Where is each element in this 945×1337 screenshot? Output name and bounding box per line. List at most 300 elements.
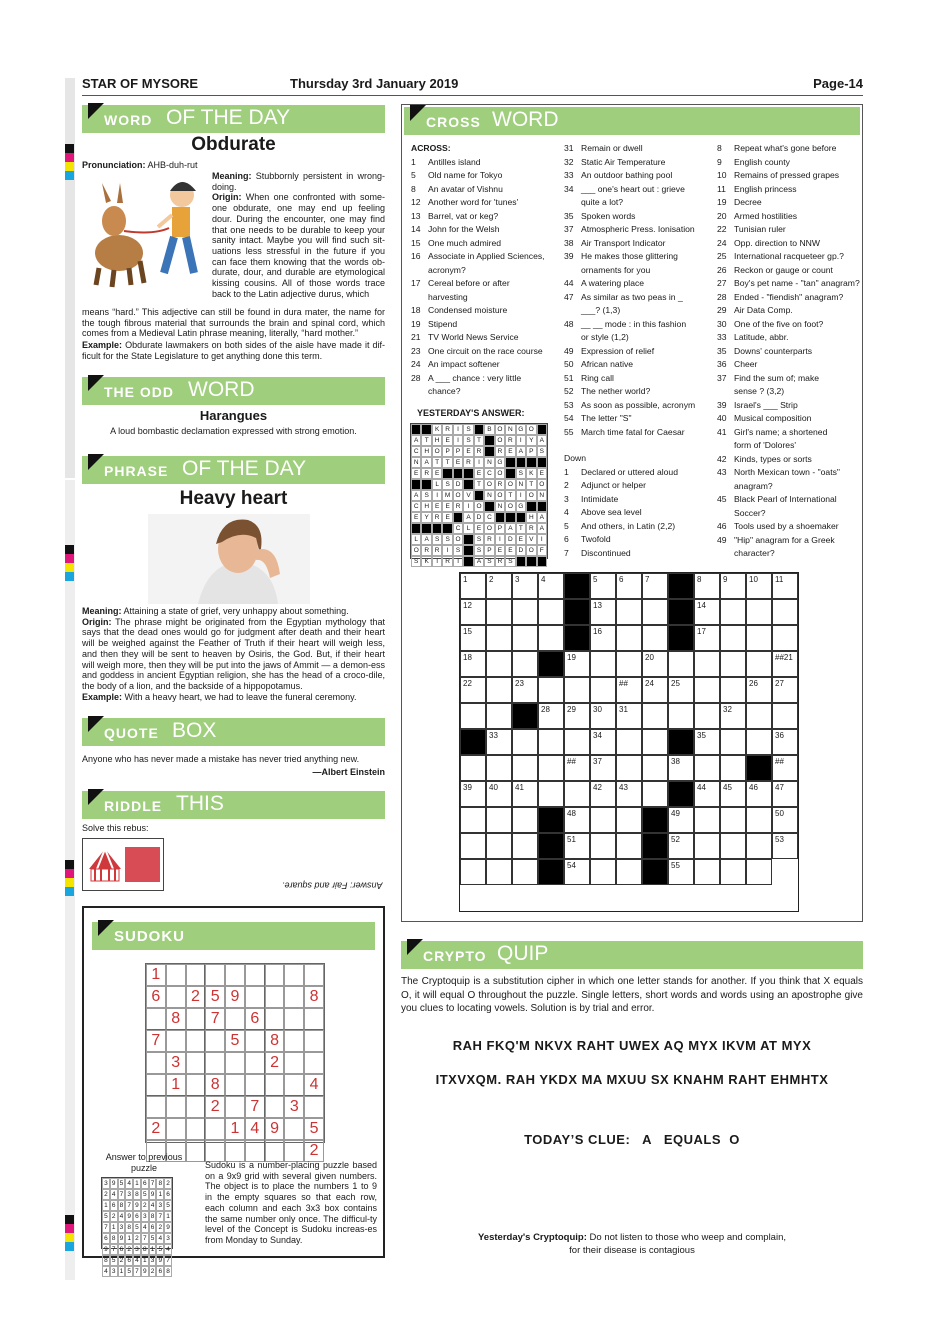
cryptoquip-clue: TODAY’S CLUE: A EQUALS O: [524, 1132, 740, 1147]
sudoku-cell[interactable]: [225, 1140, 245, 1162]
sudoku-cell[interactable]: 9: [225, 986, 245, 1008]
prev-sudoku-cell: 5: [133, 1222, 141, 1233]
answer-cell: E: [442, 435, 452, 446]
sudoku-cell[interactable]: [265, 1096, 285, 1118]
answer-cell: R: [484, 534, 494, 545]
clue-item: [717, 385, 860, 399]
origin-text: The phrase might be originated from the Egyptian mythology that says that the dead ones would go for judgment after death and their heart will be weighed against the Feather of Truth if their heart will weigh less, and then they will be sent to heaven by Osiris, the God. But, if their heart will weigh more, then they will be put into the jaws of Ammit — a demon-ess and goddess in ancient Egyptian religion, she has the head of a croco-dile, the body of a lion, and the backside of a hippopotamus.: [82, 616, 385, 691]
sudoku-cell[interactable]: [166, 986, 186, 1008]
answer-cell: E: [411, 512, 421, 523]
clue-number: 25: [717, 251, 727, 261]
prev-sudoku-cell: 6: [164, 1189, 172, 1200]
sudoku-cell[interactable]: [225, 1008, 245, 1030]
sudoku-cell[interactable]: [304, 1096, 324, 1118]
grid-cell: [720, 677, 746, 703]
clue-item: [411, 264, 545, 278]
sudoku-cell[interactable]: 7: [245, 1096, 265, 1118]
grid-cell: ##21: [772, 651, 798, 677]
grid-cell: 12: [460, 599, 486, 625]
sudoku-cell[interactable]: 8: [265, 1030, 285, 1052]
answer-cell: N: [505, 424, 515, 435]
answer-cell: T: [421, 435, 431, 446]
clue-item: [717, 156, 860, 170]
answer-cell: N: [537, 490, 547, 501]
clue-item: [564, 520, 695, 534]
clue-text: Condensed moisture: [428, 305, 508, 315]
answer-cell: P: [526, 446, 536, 457]
sudoku-cell[interactable]: 6: [146, 986, 166, 1008]
grid-cell: 51: [564, 833, 590, 859]
grid-cell: [772, 703, 798, 729]
sudoku-cell[interactable]: [265, 986, 285, 1008]
sudoku-cell[interactable]: [245, 1030, 265, 1052]
banner-small: QUOTE: [104, 725, 159, 741]
grid-cell: 1: [460, 573, 486, 599]
clue-text: Cereal before or after: [428, 278, 510, 288]
clue-text: Antilles island: [428, 156, 481, 167]
answer-cell: O: [484, 479, 494, 490]
clue-item: [717, 183, 860, 197]
prev-sudoku-cell: 2: [164, 1178, 172, 1189]
clue-text: One of the five on foot?: [734, 318, 824, 329]
sudoku-cell[interactable]: [284, 964, 304, 986]
grid-cell: [616, 755, 642, 781]
answer-cell: T: [474, 479, 484, 490]
black-cell: [411, 523, 421, 534]
corner-triangle: [88, 789, 104, 805]
sudoku-cell[interactable]: 8: [166, 1008, 186, 1030]
answer-cell: I: [537, 534, 547, 545]
sudoku-cell[interactable]: [245, 1052, 265, 1074]
corner-triangle: [88, 716, 104, 732]
clue-item: [564, 237, 695, 251]
grid-cell: [746, 599, 772, 625]
grid-cell: 38: [668, 755, 694, 781]
sudoku-cell[interactable]: [304, 1030, 324, 1052]
answer-cell: N: [516, 479, 526, 490]
answer-cell: A: [537, 435, 547, 446]
sudoku-cell[interactable]: [225, 1096, 245, 1118]
sudoku-cell[interactable]: 7: [205, 1008, 225, 1030]
answer-cell: S: [463, 435, 473, 446]
sudoku-cell[interactable]: [166, 1118, 186, 1140]
clue-text: Find the sum of; make: [734, 372, 820, 383]
grid-cell: 41: [512, 781, 538, 807]
sudoku-cell[interactable]: 3: [284, 1096, 304, 1118]
sudoku-cell[interactable]: 8: [205, 1074, 225, 1096]
black-cell: [463, 545, 473, 556]
black-cell: [463, 479, 473, 490]
answer-cell: I: [432, 556, 442, 567]
sudoku-cell[interactable]: 4: [245, 1118, 265, 1140]
sudoku-cell[interactable]: [146, 1096, 166, 1118]
sudoku-cell[interactable]: [284, 1052, 304, 1074]
black-cell: [516, 512, 526, 523]
sudoku-cell[interactable]: [205, 1140, 225, 1162]
sudoku-cell[interactable]: [284, 1118, 304, 1140]
sudoku-cell[interactable]: [245, 1140, 265, 1162]
answer-cell: F: [537, 545, 547, 556]
sudoku-cell[interactable]: [265, 1008, 285, 1030]
clue-text: English princess: [734, 183, 797, 194]
sudoku-cell[interactable]: [146, 1052, 166, 1074]
clue-item: [564, 156, 695, 170]
prev-sudoku-cell: 9: [149, 1189, 157, 1200]
sudoku-cell[interactable]: [146, 1008, 166, 1030]
sudoku-cell[interactable]: 8: [304, 986, 324, 1008]
banner-big: WORD: [188, 378, 255, 401]
clue-number: 52: [564, 386, 574, 396]
black-cell: [421, 523, 431, 534]
prev-sudoku-cell: 6: [110, 1200, 118, 1211]
grid-cell: 25: [668, 677, 694, 703]
black-cell: [453, 512, 463, 523]
prev-sudoku-cell: 3: [164, 1233, 172, 1244]
quote-author: —Albert Einstein: [312, 767, 385, 777]
grid-cell: [746, 729, 772, 755]
clue-text: Downs' counterparts: [734, 345, 813, 356]
grid-cell: [460, 755, 486, 781]
grid-cell: 11: [772, 573, 798, 599]
prev-sudoku-cell: 3: [149, 1255, 157, 1266]
prev-sudoku-cell: 7: [110, 1244, 118, 1255]
sudoku-cell[interactable]: 5: [304, 1118, 324, 1140]
answer-cell: S: [516, 468, 526, 479]
sudoku-cell[interactable]: 9: [265, 1118, 285, 1140]
answer-cell: O: [495, 468, 505, 479]
answer-cell: C: [484, 512, 494, 523]
answer-cell: A: [505, 523, 515, 534]
clue-item: [411, 169, 545, 183]
clue-item: [564, 345, 695, 359]
meaning-text: Attaining a state of grief, very unhappy about something.: [123, 606, 349, 616]
clue-text: "Hip" anagram for a Greek: [734, 534, 835, 545]
clue-number: 12: [411, 197, 421, 207]
prev-sudoku-cell: 5: [110, 1255, 118, 1266]
black-cell: [668, 599, 694, 625]
clue-text: North Mexican town - "oats": [734, 467, 840, 477]
black-cell: [538, 807, 564, 833]
sudoku-cell[interactable]: 1: [225, 1118, 245, 1140]
answer-cell: S: [484, 556, 494, 567]
clue-number: 16: [411, 251, 421, 261]
grid-cell: [538, 729, 564, 755]
clue-number: 35: [717, 345, 727, 356]
prev-sudoku-cell: 6: [118, 1244, 126, 1255]
answer-cell: E: [453, 457, 463, 468]
answer-cell: N: [484, 490, 494, 501]
prev-sudoku-cell: 9: [156, 1255, 164, 1266]
black-cell: [411, 424, 421, 435]
meaning-text: Stubbornly persistent in wrong-doing.: [212, 171, 385, 192]
grid-cell: [694, 755, 720, 781]
sudoku-cell[interactable]: [265, 1140, 285, 1162]
black-cell: [484, 446, 494, 457]
grid-cell: 44: [694, 781, 720, 807]
clue-text: The letter "S": [581, 413, 632, 423]
sudoku-cell[interactable]: [265, 964, 285, 986]
sudoku-cell[interactable]: [304, 1052, 324, 1074]
answer-cell: O: [526, 424, 536, 435]
quote-text: Anyone who has never made a mistake has never tried anything new.: [82, 754, 360, 764]
sudoku-cell[interactable]: 2: [205, 1096, 225, 1118]
clue-number: 19: [411, 318, 421, 329]
prev-sudoku-cell: 9: [118, 1233, 126, 1244]
grid-cell: 53: [772, 833, 798, 859]
sudoku-cell[interactable]: [245, 1074, 265, 1096]
answer-cell: R: [432, 512, 442, 523]
answer-cell: C: [484, 468, 494, 479]
answer-cell: R: [442, 424, 452, 435]
answer-cell: L: [463, 523, 473, 534]
riddle-banner: [82, 791, 385, 819]
answer-cell: O: [411, 545, 421, 556]
answer-cell: D: [505, 534, 515, 545]
sudoku-cell[interactable]: [205, 1118, 225, 1140]
answer-cell: O: [495, 490, 505, 501]
sudoku-cell[interactable]: [186, 1074, 206, 1096]
sudoku-cell[interactable]: [284, 1030, 304, 1052]
grid-cell: [616, 807, 642, 833]
clue-item: [564, 426, 695, 440]
answer-cell: S: [453, 545, 463, 556]
grid-cell: [486, 599, 512, 625]
black-cell: [516, 457, 526, 468]
banner-small: CROSS: [426, 114, 481, 130]
prev-sudoku-cell: 4: [110, 1189, 118, 1200]
answer-cell: N: [411, 457, 421, 468]
clue-number: 5: [564, 520, 569, 531]
clue-item: [564, 493, 695, 507]
sudoku-cell[interactable]: [284, 1008, 304, 1030]
clue-text: John for the Welsh: [428, 224, 500, 234]
clue-text: anagram?: [734, 480, 773, 491]
clue-number: 34: [564, 183, 574, 194]
answer-cell: E: [463, 446, 473, 457]
answer-cell: P: [442, 446, 452, 457]
banner-small: SUDOKU: [114, 928, 186, 945]
clue-item: [564, 372, 695, 386]
prev-sudoku-cell: 5: [102, 1211, 110, 1222]
answer-cell: S: [537, 446, 547, 457]
sudoku-cell[interactable]: 1: [146, 964, 166, 986]
sudoku-cell[interactable]: [205, 964, 225, 986]
answer-cell: M: [442, 490, 452, 501]
clue-number: 30: [717, 318, 727, 329]
sudoku-cell[interactable]: [166, 1030, 186, 1052]
banner-big: QUIP: [497, 942, 549, 965]
answer-cell: R: [495, 479, 505, 490]
clue-number: 35: [564, 210, 574, 221]
black-cell: [474, 490, 484, 501]
sudoku-cell[interactable]: [205, 1052, 225, 1074]
clue-number: 31: [564, 143, 574, 153]
sudoku-grid: [145, 963, 325, 1159]
sudoku-cell[interactable]: [284, 1074, 304, 1096]
clue-item: [717, 291, 860, 305]
answer-cell: I: [453, 424, 463, 435]
sudoku-cell[interactable]: [245, 964, 265, 986]
sudoku-cell[interactable]: 2: [265, 1052, 285, 1074]
sudoku-cell[interactable]: [265, 1074, 285, 1096]
sudoku-cell[interactable]: [225, 1074, 245, 1096]
black-cell: [442, 523, 452, 534]
grid-cell: 45: [720, 781, 746, 807]
grid-cell: [486, 651, 512, 677]
quote-banner: [82, 718, 385, 746]
grid-cell: [642, 599, 668, 625]
clue-item: [717, 493, 860, 507]
clue-number: 5: [411, 170, 416, 180]
grid-cell: [486, 833, 512, 859]
grid-cell: 19: [564, 651, 590, 677]
clue-item: [717, 345, 860, 359]
sudoku-cell[interactable]: [186, 1030, 206, 1052]
clue-number: 37: [564, 224, 574, 234]
answer-cell: A: [474, 556, 484, 567]
clue-number: 10: [717, 170, 727, 180]
clue-number: 43: [717, 467, 727, 477]
clue-item: [717, 466, 860, 480]
sudoku-cell[interactable]: [146, 1074, 166, 1096]
clue-item: [411, 183, 545, 197]
example-label: Example:: [82, 691, 123, 702]
left-margin-bar: [65, 78, 75, 478]
sudoku-cell[interactable]: 2: [186, 986, 206, 1008]
clue-number: 37: [717, 372, 727, 383]
sudoku-cell[interactable]: 7: [146, 1030, 166, 1052]
grid-cell: [590, 677, 616, 703]
grid-cell: [616, 599, 642, 625]
sudoku-cell[interactable]: [186, 1096, 206, 1118]
sudoku-cell[interactable]: 4: [304, 1074, 324, 1096]
grid-cell: [590, 833, 616, 859]
sudoku-cell[interactable]: 3: [166, 1052, 186, 1074]
grid-cell: 50: [772, 807, 798, 833]
clue-number: 36: [717, 359, 727, 369]
sudoku-cell[interactable]: [186, 964, 206, 986]
answer-cell: O: [453, 490, 463, 501]
sudoku-cell[interactable]: 2: [304, 1140, 324, 1162]
grid-cell: [512, 833, 538, 859]
answer-cell: I: [516, 490, 526, 501]
sudoku-cell[interactable]: [304, 964, 324, 986]
grid-cell: [642, 625, 668, 651]
phrase-banner: [82, 456, 385, 484]
answer-cell: O: [495, 435, 505, 446]
pron-value: AHB-duh-rut: [147, 160, 198, 170]
clue-number: 33: [564, 170, 574, 180]
clue-item: [717, 318, 860, 332]
black-cell: [484, 501, 494, 512]
grid-cell: [486, 755, 512, 781]
prev-sudoku-cell: 9: [141, 1266, 149, 1277]
sudoku-cell[interactable]: [166, 1096, 186, 1118]
sudoku-cell[interactable]: [284, 986, 304, 1008]
sudoku-cell[interactable]: [225, 964, 245, 986]
answer-cell: G: [516, 424, 526, 435]
grid-cell: 27: [772, 677, 798, 703]
grid-cell: [746, 859, 772, 885]
clue-item: [564, 547, 695, 561]
prev-sudoku-cell: 2: [141, 1200, 149, 1211]
clue-number: 19: [717, 197, 727, 207]
grid-cell: 52: [668, 833, 694, 859]
sudoku-cell[interactable]: [186, 1118, 206, 1140]
prev-sudoku-cell: 1: [149, 1244, 157, 1255]
sudoku-cell[interactable]: [284, 1140, 304, 1162]
prev-sudoku-cell: 3: [133, 1244, 141, 1255]
grid-cell: [590, 859, 616, 885]
clue-number: 50: [564, 359, 574, 369]
clue-number: 47: [564, 291, 574, 302]
black-cell: [537, 457, 547, 468]
prev-sudoku-cell: 2: [133, 1233, 141, 1244]
clue-text: One circuit on the race course: [428, 345, 543, 356]
black-cell: [432, 523, 442, 534]
prev-sudoku-cell: 3: [118, 1222, 126, 1233]
clue-item: [564, 385, 695, 399]
example-text: Obdurate lawmakers on both sides of the aisle have made it dif-ficult for the State Legislature to get anything done this term.: [82, 340, 385, 361]
clue-number: 17: [411, 278, 421, 288]
answer-cell: S: [432, 534, 442, 545]
sudoku-cell[interactable]: [186, 1052, 206, 1074]
grid-cell: [642, 755, 668, 781]
crossword-banner: [404, 107, 860, 135]
clue-text: Intimidate: [581, 493, 619, 504]
clue-text: Decree: [734, 197, 762, 207]
sudoku-cell[interactable]: 2: [146, 1118, 166, 1140]
grid-cell: [720, 859, 746, 885]
answer-cell: I: [432, 490, 442, 501]
answer-cell: O: [505, 479, 515, 490]
grid-cell: 49: [668, 807, 694, 833]
sudoku-cell[interactable]: 5: [225, 1030, 245, 1052]
prev-sudoku-cell: 8: [118, 1200, 126, 1211]
sudoku-cell[interactable]: 5: [205, 986, 225, 1008]
sudoku-cell[interactable]: [166, 964, 186, 986]
prev-sudoku-cell: 9: [125, 1211, 133, 1222]
sudoku-cell[interactable]: [186, 1008, 206, 1030]
clue-text: March time fatal for Caesar: [581, 426, 685, 437]
sudoku-cell[interactable]: [205, 1030, 225, 1052]
sudoku-cell[interactable]: 1: [166, 1074, 186, 1096]
prev-sudoku-cell: 5: [141, 1189, 149, 1200]
example-label: Example:: [82, 340, 123, 350]
grid-cell: [720, 833, 746, 859]
prev-sudoku-cell: 1: [133, 1178, 141, 1189]
answer-cell: H: [526, 512, 536, 523]
odd-word-banner: [82, 377, 385, 405]
clue-text: or style (1,2): [581, 332, 629, 342]
clue-text: Kinds, types or sorts: [734, 453, 812, 464]
clue-number: 20: [717, 210, 727, 221]
prev-sudoku-cell: 2: [110, 1211, 118, 1222]
rebus-fair-tent-icon: [87, 847, 123, 883]
sudoku-cell[interactable]: [304, 1008, 324, 1030]
answer-cell: G: [495, 457, 505, 468]
black-cell: [495, 512, 505, 523]
sudoku-cell[interactable]: [245, 986, 265, 1008]
clue-text: Old name for Tokyo: [428, 170, 503, 180]
grid-cell: [772, 599, 798, 625]
clue-text: Tools used by a shoemaker: [734, 521, 839, 531]
clue-text: Discontinued: [581, 547, 631, 558]
clue-text: Associate in Applied Sciences,: [428, 251, 545, 261]
sudoku-cell[interactable]: 6: [245, 1008, 265, 1030]
sudoku-cell[interactable]: [225, 1052, 245, 1074]
clue-text: TV World News Service: [428, 332, 519, 342]
